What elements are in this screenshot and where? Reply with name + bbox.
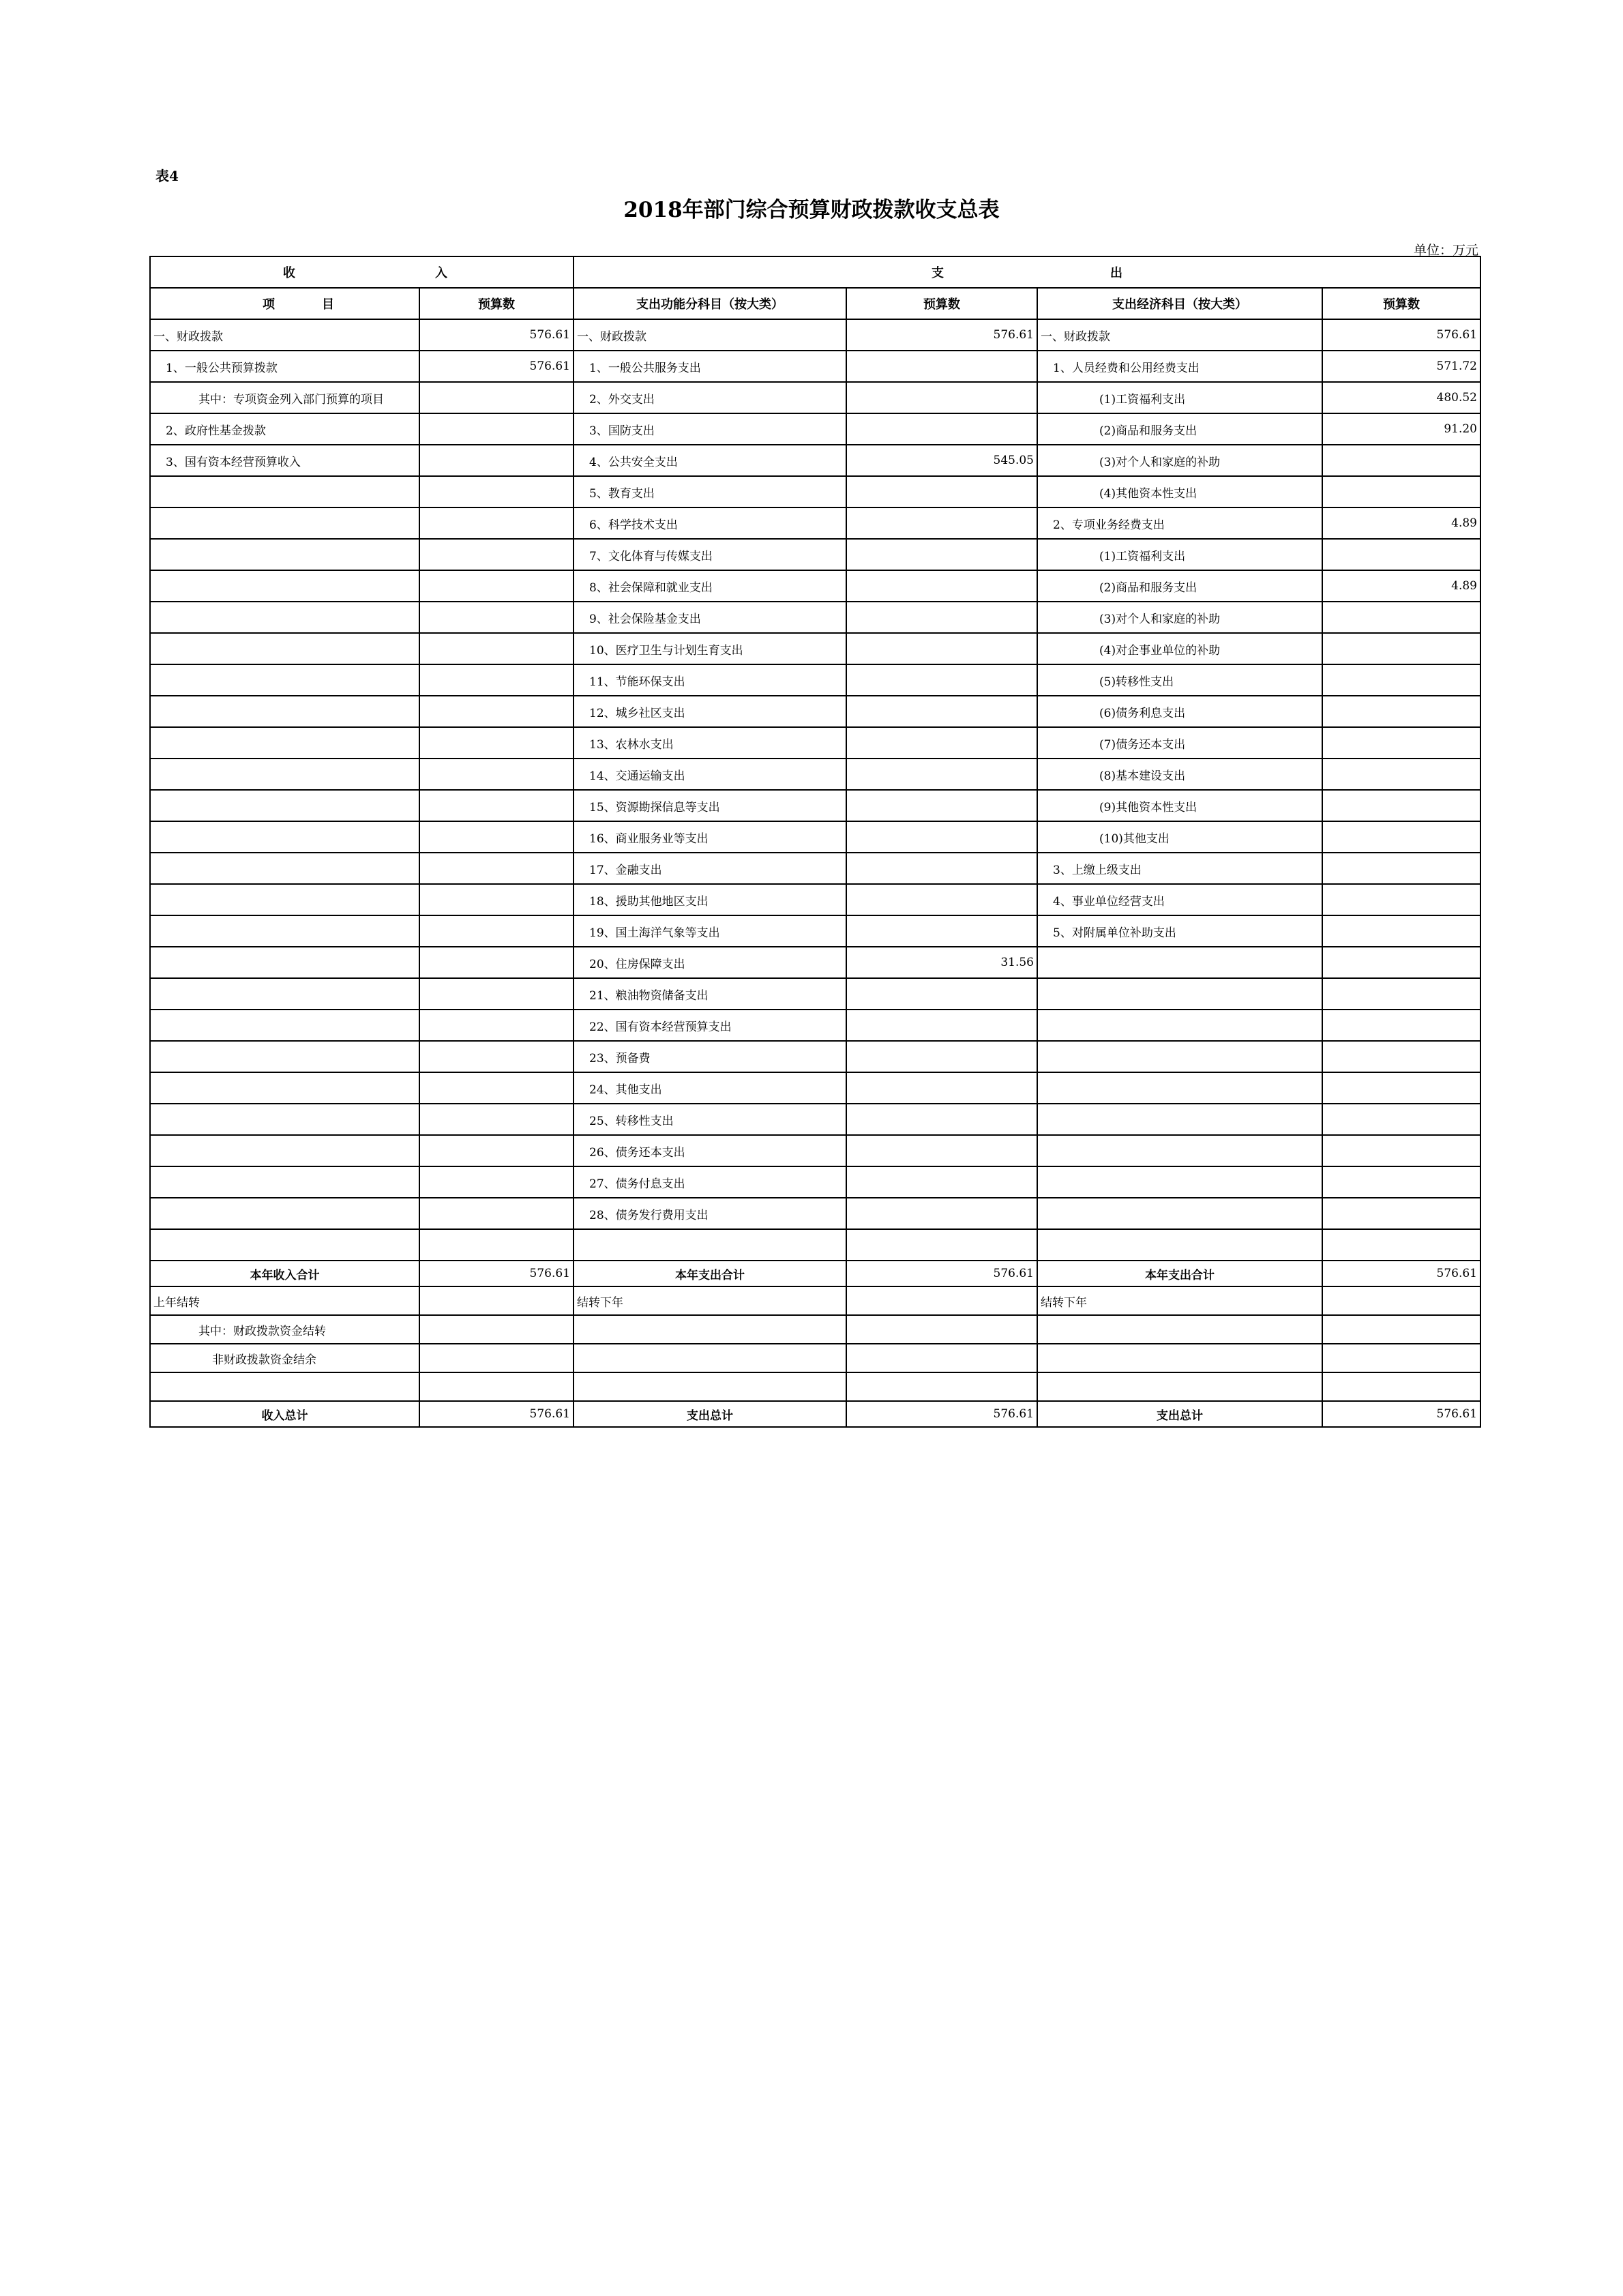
- table-row: [150, 1166, 1480, 1198]
- func-item-cell: 27、债务付息支出: [574, 1166, 846, 1198]
- func-item-cell: 23、预备费: [574, 1041, 846, 1072]
- income-amount-cell: [419, 570, 574, 602]
- table-row: [150, 915, 1480, 947]
- total-income-amount: 576.61: [419, 1401, 574, 1427]
- carry-out-func-label: 结转下年: [574, 1286, 846, 1315]
- func-amount-cell: [846, 351, 1037, 382]
- func-amount-cell: [846, 1041, 1037, 1072]
- econ-item-cell: [1037, 1104, 1322, 1135]
- income-amount-cell: [419, 664, 574, 696]
- income-item-cell: [150, 1072, 419, 1104]
- func-item-cell: 一、财政拨款: [574, 319, 846, 351]
- econ-item-cell: (4)对企事业单位的补助: [1037, 633, 1322, 664]
- income-item-cell: [150, 633, 419, 664]
- blank-row: [150, 1372, 1480, 1401]
- col-header-item-char-2: 目: [322, 297, 334, 312]
- blank-cell: [574, 1315, 846, 1344]
- col-header-econ-budget: 预算数: [1322, 288, 1480, 319]
- func-item-cell: 25、转移性支出: [574, 1104, 846, 1135]
- expense-header-char-1: 支: [932, 266, 944, 280]
- col-header-func: 支出功能分科目（按大类）: [574, 288, 846, 319]
- func-amount-cell: [846, 1166, 1037, 1198]
- carry-in-amount: [419, 1286, 574, 1315]
- func-item-cell: 24、其他支出: [574, 1072, 846, 1104]
- econ-amount-cell: [1322, 915, 1480, 947]
- func-amount-cell: 576.61: [846, 319, 1037, 351]
- econ-amount-cell: [1322, 884, 1480, 915]
- econ-amount-cell: [1322, 476, 1480, 507]
- func-amount-cell: [846, 1135, 1037, 1166]
- carry-nonfiscal-row: [150, 1344, 1480, 1372]
- income-item-cell: [150, 602, 419, 633]
- blank-cell: [1037, 1372, 1322, 1401]
- func-item-cell: 28、债务发行费用支出: [574, 1198, 846, 1229]
- blank-cell: [1037, 1315, 1322, 1344]
- func-amount-cell: [846, 696, 1037, 727]
- carry-nonfiscal-amount: [419, 1344, 574, 1372]
- unit-label: 单位：万元: [1413, 243, 1478, 258]
- econ-item-cell: (3)对个人和家庭的补助: [1037, 602, 1322, 633]
- table-row: [150, 853, 1480, 884]
- econ-item-cell: 一、财政拨款: [1037, 319, 1322, 351]
- econ-amount-cell: 91.20: [1322, 413, 1480, 445]
- col-header-item: [150, 288, 419, 319]
- carry-nonfiscal-label: 非财政拨款资金结余: [150, 1344, 419, 1372]
- col-header-func-budget: 预算数: [846, 288, 1037, 319]
- func-item-cell: 2、外交支出: [574, 382, 846, 413]
- grand-total-row: [150, 1401, 1480, 1427]
- income-item-cell: [150, 1010, 419, 1041]
- econ-amount-cell: [1322, 1229, 1480, 1261]
- table-row: [150, 413, 1480, 445]
- table-row: [150, 1041, 1480, 1072]
- carry-out-func-amount: [846, 1286, 1037, 1315]
- func-amount-cell: [846, 602, 1037, 633]
- table-row: [150, 1229, 1480, 1261]
- income-amount-cell: [419, 759, 574, 790]
- table-row: [150, 539, 1480, 570]
- income-item-cell: [150, 696, 419, 727]
- econ-item-cell: 2、专项业务经费支出: [1037, 507, 1322, 539]
- income-amount-cell: [419, 1010, 574, 1041]
- table-row: [150, 1072, 1480, 1104]
- func-amount-cell: [846, 1010, 1037, 1041]
- econ-item-cell: (4)其他资本性支出: [1037, 476, 1322, 507]
- econ-amount-cell: 480.52: [1322, 382, 1480, 413]
- income-item-cell: [150, 664, 419, 696]
- income-amount-cell: [419, 1166, 574, 1198]
- econ-item-cell: (10)其他支出: [1037, 821, 1322, 853]
- income-amount-cell: [419, 978, 574, 1010]
- func-item-cell: 20、住房保障支出: [574, 947, 846, 978]
- income-amount-cell: [419, 790, 574, 821]
- func-item-cell: 10、医疗卫生与计划生育支出: [574, 633, 846, 664]
- income-amount-cell: 576.61: [419, 319, 574, 351]
- income-amount-cell: [419, 884, 574, 915]
- func-amount-cell: 31.56: [846, 947, 1037, 978]
- col-header-income-budget: 预算数: [419, 288, 574, 319]
- income-item-cell: [150, 1104, 419, 1135]
- econ-item-cell: (6)债务利息支出: [1037, 696, 1322, 727]
- func-item-cell: 21、粮油物资储备支出: [574, 978, 846, 1010]
- func-item-cell: 15、资源勘探信息等支出: [574, 790, 846, 821]
- income-amount-cell: [419, 1072, 574, 1104]
- income-item-cell: 2、政府性基金拨款: [150, 413, 419, 445]
- total-econ-label: 支出总计: [1037, 1401, 1322, 1427]
- budget-table: [149, 256, 1481, 1428]
- year-func-total-amount: 576.61: [846, 1261, 1037, 1286]
- blank-cell: [574, 1344, 846, 1372]
- income-item-cell: [150, 476, 419, 507]
- header-row-sub: [150, 288, 1480, 319]
- func-amount-cell: [846, 539, 1037, 570]
- income-item-cell: [150, 853, 419, 884]
- income-header: [150, 256, 574, 288]
- econ-item-cell: (3)对个人和家庭的补助: [1037, 445, 1322, 476]
- table-row: [150, 884, 1480, 915]
- econ-item-cell: (8)基本建设支出: [1037, 759, 1322, 790]
- econ-amount-cell: [1322, 633, 1480, 664]
- func-item-cell: 16、商业服务业等支出: [574, 821, 846, 853]
- econ-item-cell: [1037, 1166, 1322, 1198]
- func-item-cell: 18、援助其他地区支出: [574, 884, 846, 915]
- income-amount-cell: [419, 413, 574, 445]
- year-econ-total-label: 本年支出合计: [1037, 1261, 1322, 1286]
- func-amount-cell: [846, 476, 1037, 507]
- table-row: [150, 507, 1480, 539]
- econ-item-cell: (7)债务还本支出: [1037, 727, 1322, 759]
- func-item-cell: 8、社会保障和就业支出: [574, 570, 846, 602]
- carry-fiscal-amount: [419, 1315, 574, 1344]
- blank-cell: [1037, 1344, 1322, 1372]
- income-item-cell: [150, 1198, 419, 1229]
- income-amount-cell: [419, 915, 574, 947]
- econ-amount-cell: [1322, 1104, 1480, 1135]
- func-item-cell: 14、交通运输支出: [574, 759, 846, 790]
- income-amount-cell: [419, 633, 574, 664]
- income-amount-cell: [419, 539, 574, 570]
- income-item-cell: [150, 1229, 419, 1261]
- income-amount-cell: [419, 696, 574, 727]
- income-item-cell: [150, 978, 419, 1010]
- income-item-cell: 其中：专项资金列入部门预算的项目: [150, 382, 419, 413]
- income-item-cell: [150, 915, 419, 947]
- carry-fiscal-row: [150, 1315, 1480, 1344]
- table-row: [150, 602, 1480, 633]
- func-item-cell: 22、国有资本经营预算支出: [574, 1010, 846, 1041]
- income-item-cell: 一、财政拨款: [150, 319, 419, 351]
- income-amount-cell: [419, 476, 574, 507]
- econ-amount-cell: [1322, 1010, 1480, 1041]
- func-amount-cell: [846, 664, 1037, 696]
- table-row: [150, 759, 1480, 790]
- table-row: [150, 978, 1480, 1010]
- year-econ-total-amount: 576.61: [1322, 1261, 1480, 1286]
- income-amount-cell: [419, 947, 574, 978]
- func-amount-cell: [846, 413, 1037, 445]
- func-item-cell: 1、一般公共服务支出: [574, 351, 846, 382]
- func-item-cell: 9、社会保险基金支出: [574, 602, 846, 633]
- carry-out-econ-label: 结转下年: [1037, 1286, 1322, 1315]
- table-row: [150, 790, 1480, 821]
- econ-amount-cell: [1322, 821, 1480, 853]
- func-amount-cell: [846, 1072, 1037, 1104]
- year-income-total-amount: 576.61: [419, 1261, 574, 1286]
- table-row: [150, 1135, 1480, 1166]
- table-row: [150, 319, 1480, 351]
- blank-cell: [1322, 1344, 1480, 1372]
- econ-amount-cell: [1322, 759, 1480, 790]
- econ-item-cell: 4、事业单位经营支出: [1037, 884, 1322, 915]
- func-amount-cell: [846, 570, 1037, 602]
- func-amount-cell: [846, 821, 1037, 853]
- econ-amount-cell: [1322, 790, 1480, 821]
- page-title: 2018年部门综合预算财政拨款收支总表: [623, 198, 1000, 222]
- income-amount-cell: [419, 1041, 574, 1072]
- func-item-cell: 7、文化体育与传媒支出: [574, 539, 846, 570]
- income-item-cell: [150, 1135, 419, 1166]
- func-amount-cell: [846, 978, 1037, 1010]
- year-func-total-label: 本年支出合计: [574, 1261, 846, 1286]
- table-row: [150, 445, 1480, 476]
- func-item-cell: 13、农林水支出: [574, 727, 846, 759]
- table-row: [150, 1010, 1480, 1041]
- func-amount-cell: [846, 790, 1037, 821]
- econ-item-cell: (2)商品和服务支出: [1037, 413, 1322, 445]
- econ-amount-cell: [1322, 853, 1480, 884]
- blank-cell: [846, 1344, 1037, 1372]
- income-amount-cell: [419, 602, 574, 633]
- econ-amount-cell: [1322, 1198, 1480, 1229]
- income-amount-cell: [419, 1198, 574, 1229]
- total-func-amount: 576.61: [846, 1401, 1037, 1427]
- econ-item-cell: [1037, 1041, 1322, 1072]
- econ-amount-cell: [1322, 602, 1480, 633]
- econ-item-cell: (5)转移性支出: [1037, 664, 1322, 696]
- func-item-cell: 4、公共安全支出: [574, 445, 846, 476]
- blank-cell: [846, 1315, 1037, 1344]
- expense-header: [574, 256, 1480, 288]
- econ-amount-cell: [1322, 1072, 1480, 1104]
- table-number-label: 表4: [155, 168, 179, 184]
- econ-amount-cell: [1322, 1166, 1480, 1198]
- func-item-cell: 3、国防支出: [574, 413, 846, 445]
- func-amount-cell: [846, 915, 1037, 947]
- func-amount-cell: [846, 1229, 1037, 1261]
- blank-cell: [419, 1372, 574, 1401]
- carry-out-econ-amount: [1322, 1286, 1480, 1315]
- income-header-char-1: 收: [283, 266, 295, 280]
- total-func-label: 支出总计: [574, 1401, 846, 1427]
- table-row: [150, 1104, 1480, 1135]
- blank-cell: [1322, 1372, 1480, 1401]
- econ-item-cell: [1037, 1010, 1322, 1041]
- func-amount-cell: [846, 884, 1037, 915]
- func-item-cell: 12、城乡社区支出: [574, 696, 846, 727]
- income-amount-cell: [419, 1104, 574, 1135]
- econ-item-cell: (9)其他资本性支出: [1037, 790, 1322, 821]
- func-item-cell: 5、教育支出: [574, 476, 846, 507]
- income-amount-cell: [419, 1135, 574, 1166]
- func-amount-cell: [846, 759, 1037, 790]
- table-row: [150, 382, 1480, 413]
- table-row: [150, 1198, 1480, 1229]
- func-amount-cell: [846, 727, 1037, 759]
- year-total-row: [150, 1261, 1480, 1286]
- col-header-econ: 支出经济科目（按大类）: [1037, 288, 1322, 319]
- func-amount-cell: [846, 853, 1037, 884]
- expense-header-char-2: 出: [1110, 266, 1122, 280]
- econ-item-cell: 1、人员经费和公用经费支出: [1037, 351, 1322, 382]
- func-item-cell: 19、国土海洋气象等支出: [574, 915, 846, 947]
- income-amount-cell: [419, 1229, 574, 1261]
- econ-item-cell: [1037, 947, 1322, 978]
- econ-amount-cell: [1322, 696, 1480, 727]
- blank-cell: [1322, 1315, 1480, 1344]
- econ-amount-cell: 576.61: [1322, 319, 1480, 351]
- total-income-label: 收入总计: [150, 1401, 419, 1427]
- income-item-cell: [150, 759, 419, 790]
- func-item-cell: 6、科学技术支出: [574, 507, 846, 539]
- func-amount-cell: 545.05: [846, 445, 1037, 476]
- income-header-char-2: 入: [435, 266, 447, 280]
- econ-item-cell: [1037, 978, 1322, 1010]
- econ-amount-cell: 571.72: [1322, 351, 1480, 382]
- blank-cell: [150, 1372, 419, 1401]
- econ-item-cell: 3、上缴上级支出: [1037, 853, 1322, 884]
- income-amount-cell: [419, 445, 574, 476]
- income-item-cell: [150, 884, 419, 915]
- carry-fiscal-label: 其中：财政拨款资金结转: [150, 1315, 419, 1344]
- carry-row: [150, 1286, 1480, 1315]
- table-row: [150, 696, 1480, 727]
- econ-item-cell: [1037, 1229, 1322, 1261]
- income-item-cell: [150, 790, 419, 821]
- econ-amount-cell: 4.89: [1322, 570, 1480, 602]
- econ-amount-cell: [1322, 947, 1480, 978]
- income-item-cell: [150, 539, 419, 570]
- table-row: [150, 727, 1480, 759]
- econ-item-cell: (1)工资福利支出: [1037, 382, 1322, 413]
- year-income-total-label: 本年收入合计: [150, 1261, 419, 1286]
- col-header-item-char-1: 项: [263, 297, 275, 312]
- econ-item-cell: (2)商品和服务支出: [1037, 570, 1322, 602]
- table-row: [150, 633, 1480, 664]
- table-row: [150, 947, 1480, 978]
- econ-amount-cell: 4.89: [1322, 507, 1480, 539]
- func-amount-cell: [846, 1104, 1037, 1135]
- income-amount-cell: [419, 821, 574, 853]
- income-amount-cell: [419, 507, 574, 539]
- func-amount-cell: [846, 507, 1037, 539]
- income-item-cell: [150, 947, 419, 978]
- income-amount-cell: [419, 853, 574, 884]
- econ-item-cell: [1037, 1135, 1322, 1166]
- econ-amount-cell: [1322, 539, 1480, 570]
- func-amount-cell: [846, 633, 1037, 664]
- econ-amount-cell: [1322, 727, 1480, 759]
- income-amount-cell: [419, 382, 574, 413]
- income-item-cell: [150, 1166, 419, 1198]
- econ-amount-cell: [1322, 978, 1480, 1010]
- blank-cell: [574, 1372, 846, 1401]
- carry-in-label: 上年结转: [150, 1286, 419, 1315]
- table-row: [150, 351, 1480, 382]
- income-item-cell: [150, 507, 419, 539]
- func-item-cell: 11、节能环保支出: [574, 664, 846, 696]
- income-amount-cell: [419, 727, 574, 759]
- table-row: [150, 570, 1480, 602]
- func-item-cell: 17、金融支出: [574, 853, 846, 884]
- income-item-cell: 1、一般公共预算拨款: [150, 351, 419, 382]
- table-row: [150, 821, 1480, 853]
- func-item-cell: [574, 1229, 846, 1261]
- econ-amount-cell: [1322, 1135, 1480, 1166]
- income-item-cell: 3、国有资本经营预算收入: [150, 445, 419, 476]
- header-row-top: [150, 256, 1480, 288]
- func-amount-cell: [846, 1198, 1037, 1229]
- income-item-cell: [150, 1041, 419, 1072]
- econ-amount-cell: [1322, 664, 1480, 696]
- econ-amount-cell: [1322, 1041, 1480, 1072]
- total-econ-amount: 576.61: [1322, 1401, 1480, 1427]
- income-item-cell: [150, 570, 419, 602]
- income-amount-cell: 576.61: [419, 351, 574, 382]
- econ-item-cell: [1037, 1198, 1322, 1229]
- econ-item-cell: [1037, 1072, 1322, 1104]
- table-row: [150, 476, 1480, 507]
- income-item-cell: [150, 821, 419, 853]
- econ-item-cell: 5、对附属单位补助支出: [1037, 915, 1322, 947]
- table-row: [150, 664, 1480, 696]
- income-item-cell: [150, 727, 419, 759]
- econ-item-cell: (1)工资福利支出: [1037, 539, 1322, 570]
- func-amount-cell: [846, 382, 1037, 413]
- func-item-cell: 26、债务还本支出: [574, 1135, 846, 1166]
- econ-amount-cell: [1322, 445, 1480, 476]
- blank-cell: [846, 1372, 1037, 1401]
